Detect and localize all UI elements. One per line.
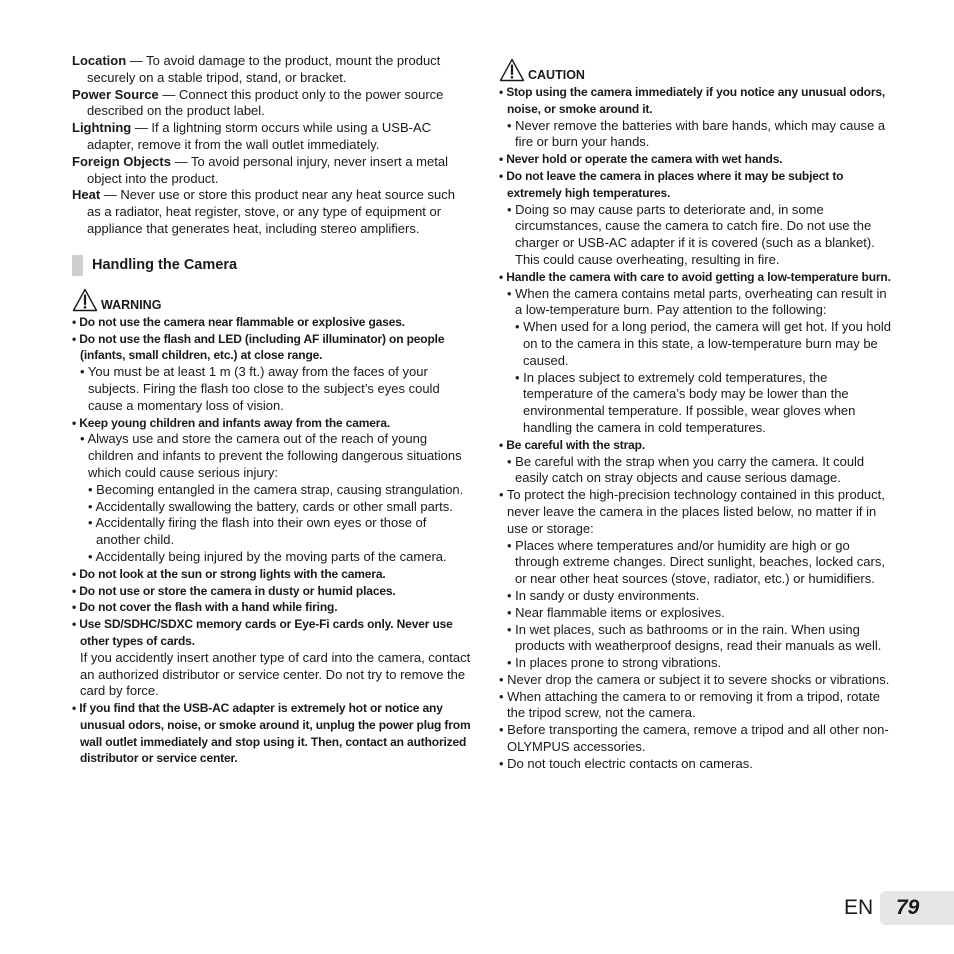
right-column	[499, 58, 895, 773]
left-column	[72, 53, 472, 767]
warning-item: • Do not use the flash and LED (including AF illuminator) on people (infants, small children, etc.) at close range.	[72, 331, 445, 363]
precaution-item: • Never drop the camera or subject it to severe shocks or vibrations.	[499, 671, 890, 687]
caution-item: • Be careful with the strap.	[499, 437, 646, 452]
warning-heading	[72, 288, 472, 312]
precaution-subitem: • In wet places, such as bathrooms or in the rain. When using products with weatherproof designs, read their manuals as well.	[507, 621, 882, 654]
caution-subitem: • Be careful with the strap when you carry the camera. It could easily catch on stray objects and cause serious damage.	[507, 453, 865, 486]
lightning-item: Lightning — If a lightning storm occurs while using a USB-AC adapter, remove it from the wall outlet immediately.	[72, 120, 432, 152]
warning-triangle-icon	[72, 288, 98, 312]
precaution-subitem: • In places prone to strong vibrations.	[507, 655, 722, 671]
section-heading	[72, 255, 472, 276]
precaution-item: • Before transporting the camera, remove a tripod and all other non-OLYMPUS accessories.	[499, 722, 889, 755]
warning-item: • Use SD/SDHC/SDXC memory cards or Eye-Fi cards only. Never use other types of cards.	[72, 617, 453, 648]
page-number-tab	[880, 891, 954, 925]
caution-subsubitem: • In places subject to extremely cold temperatures, the temperature of the camera’s body may be lower than the environmental temperature. If possible, wear gloves when handling the camera in cold temperatures.	[515, 369, 856, 435]
power-source-item: Power Source — Connect this product only to the power source described on the product label.	[72, 86, 444, 119]
caution-triangle-icon	[499, 58, 525, 82]
caution-label: CAUTION	[528, 68, 585, 82]
warning-item: • Do not use or store the camera in dusty or humid places.	[72, 583, 396, 598]
caution-item: • Never hold or operate the camera with wet hands.	[499, 152, 783, 167]
precaution-subitem: • In sandy or dusty environments.	[507, 587, 700, 603]
precaution-subitem: • Near flammable items or explosives.	[507, 604, 725, 620]
warning-subsubitem: • Accidentally swallowing the battery, cards or other small parts.	[88, 498, 453, 514]
precaution-item: • When attaching the camera to or removing it from a tripod, rotate the tripod screw, not the camera.	[499, 688, 881, 721]
section-bar	[72, 255, 83, 276]
warning-subsubitem: • Accidentally firing the flash into their own eyes or those of another child.	[88, 515, 427, 548]
caution-subitem: • When the camera contains metal parts, overheating can result in a low-temperature burn. Pay attention to the following:	[507, 285, 887, 318]
warning-subsubitem: • Becoming entangled in the camera strap, causing strangulation.	[88, 481, 464, 497]
precaution-subitem: • Places where temperatures and/or humidity are high or go through extreme changes. Direct sunlight, beaches, locked cars, or near other heat sources (stove, radiator, etc.) or humidifiers.	[507, 537, 885, 587]
caution-item: • Handle the camera with care to avoid getting a low-temperature burn.	[499, 269, 891, 284]
precaution-item: • Do not touch electric contacts on cameras.	[499, 755, 753, 771]
caution-subsubitem: • When used for a long period, the camera will get hot. If you hold on to the camera in this state, a low-temperature burn may be caused.	[515, 319, 891, 368]
caution-item: • Stop using the camera immediately if you notice any unusual odors, noise, or smoke around it.	[499, 85, 886, 116]
warning-subitem: • You must be at least 1 m (3 ft.) away from the faces of your subjects. Firing the flash too close to the subject’s eyes could cause a momentary loss of vision.	[80, 364, 440, 413]
section-title: Handling the Camera	[92, 257, 238, 274]
warning-item: • Do not cover the flash with a hand while firing.	[72, 600, 338, 615]
language-label: EN	[844, 896, 874, 919]
heat-item: Heat — Never use or store this product near any heat source such as a radiator, heat register, stove, or any type of equipment or appliance that generates heat, including stereo amplifiers.	[72, 187, 455, 236]
caution-item: • Do not leave the camera in places where it may be subject to extremely high temperatures.	[499, 168, 844, 200]
caution-heading	[499, 58, 895, 82]
warning-item: • If you find that the USB-AC adapter is extremely hot or notice any unusual odors, noise, or smoke around it, unplug the power plug from wall outlet immediately and stop using it. Then, contact an authorized distributor or service center.	[72, 701, 471, 766]
precaution-item: • To protect the high-precision technology contained in this product, never leave the camera in the places listed below, no matter if in use or storage:	[499, 487, 885, 536]
warning-note: If you accidently insert another type of card into the camera, contact an authorized distributor or service center. Do not try to remove the card by force.	[80, 649, 471, 699]
warning-label: WARNING	[101, 297, 162, 312]
foreign-objects-item: Foreign Objects — To avoid personal injury, never insert a metal object into the product.	[72, 153, 448, 186]
warning-subitem: • Always use and store the camera out of the reach of young children and infants to prevent the following dangerous situations which could cause serious injury:	[80, 431, 462, 480]
page-footer	[840, 891, 954, 925]
location-item: Location — To avoid damage to the product, mount the product securely on a stable tripod, stand, or bracket.	[72, 53, 441, 85]
warning-item: • Keep young children and infants away from the camera.	[72, 415, 391, 430]
warning-subsubitem: • Accidentally being injured by the moving parts of the camera.	[88, 548, 447, 564]
warning-item: • Do not use the camera near flammable or explosive gases.	[72, 314, 405, 329]
warning-item: • Do not look at the sun or strong lights with the camera.	[72, 566, 386, 581]
page-number: 79	[896, 896, 920, 919]
caution-subitem: • Doing so may cause parts to deteriorate and, in some circumstances, cause the camera to catch fire. Do not use the charger or USB-AC adapter if it is covered (such as a blanket). This could cause overheating, resulting in fire.	[507, 201, 875, 267]
caution-subitem: • Never remove the batteries with bare hands, which may cause a fire or burn your hands.	[507, 117, 886, 150]
